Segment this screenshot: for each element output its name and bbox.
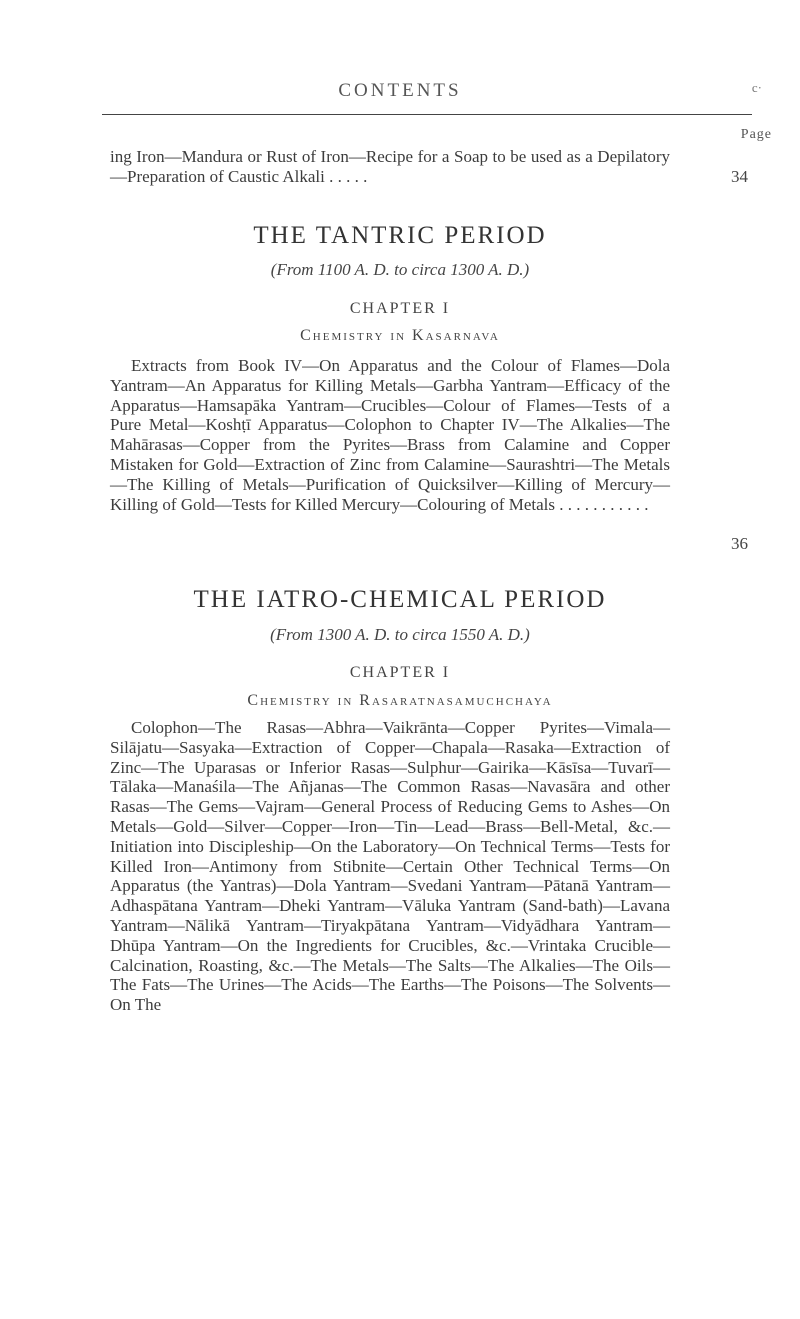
tantric-period-title: THE TANTRIC PERIOD <box>253 222 547 249</box>
tantric-chapter-number: CHAPTER I <box>349 300 451 317</box>
iatro-chapter-contents: Colophon—The Rasas—Abhra—Vaikrānta—Copper Pyrites—Vimala—Silājatu—Sasyaka—Extraction of Copper—Chapala—Rasaka—Extraction of Zinc—The Uparasas or Inferior Rasas—Sulphur—Gairika—Kāsīsa—Tuvarī—Tālaka—Manaśila—The Añjanas—The Common Rasas—Navasāra and other Rasas—The Gems—Vajram—General Process of Reducing Gems to Ashes—On Metals—Gold—Silver—Copper—Iron—Tin—Lead—Brass—Bell-Metal, &c.—Initiation into Discipleship—On the Laboratory—On Technical Terms—Tests for Killed Iron—Antimony from Stibnite—Certain Other Technical Terms—On Apparatus (the Yantras)—Dola Yantram—Svedani Yantram—Pātanā Yantram—Adhaspātana Yantram—Dheki Yantram—Vāluka Yantram (Sand-bath)—Lavana Yantram—Nālikā Yantram—Tiryakpātana Yantram—Vidyādhara Yantram—Dhūpa Yantram—On the Ingredients for Crucibles, &c.—Vrintaka Crucible—Calcination, Roasting, &c.—The Metals—The Salts—The Alkalies—The Oils—The Fats—The Urines—The Acids—The Earths—The Poisons—The Solvents—On The <box>110 718 670 1015</box>
iatro-period-dates: (From 1300 A. D. to circa 1550 A. D.) <box>270 625 530 644</box>
continued-entry-text: ing Iron—Mandura or Rust of Iron—Recipe for a Soap to be used as a Depilatory—Preparation of Caustic Alkali . . . . . <box>110 147 670 186</box>
tantric-chapter-contents: Extracts from Book IV—On Apparatus and the Colour of Flames—Dola Yantram—An Apparatus for Killing Metals—Garbha Yantram—Efficacy of the Apparatus—Hamsapāka Yantram—Crucibles—Colour of Flames—Tests of a Pure Metal—Koshṭī Apparatus—Colophon to Chapter IV—The Alkalies—The Mahārasas—Copper from the Pyrites—Brass from Calamine and Copper Mistaken for Gold—Extraction of Zinc from Calamine—Saurashtri—The Metals—The Killing of Metals—Purification of Quicksilver—Killing of Mercury—Killing of Gold—Tests for Killed Mercury—Colouring of Metals . . . . . . . . . . . <box>110 356 670 514</box>
iatro-period-title: THE IATRO-CHEMICAL PERIOD <box>193 586 607 613</box>
page-column-label: Page <box>740 127 772 142</box>
running-title: CONTENTS <box>338 80 462 101</box>
folio-mark: c· <box>751 80 762 95</box>
iatro-chapter-number: CHAPTER I <box>349 664 451 681</box>
tantric-chapter-page: 36 <box>731 534 748 553</box>
header-rule <box>102 114 752 115</box>
tantric-period-dates: (From 1100 A. D. to circa 1300 A. D.) <box>270 260 530 279</box>
continued-entry-page: 34 <box>731 167 748 186</box>
tantric-chapter-title: Chemistry in Kasarnava <box>300 327 500 344</box>
iatro-chapter-title: Chemistry in Rasaratnasamuchchaya <box>247 692 553 709</box>
